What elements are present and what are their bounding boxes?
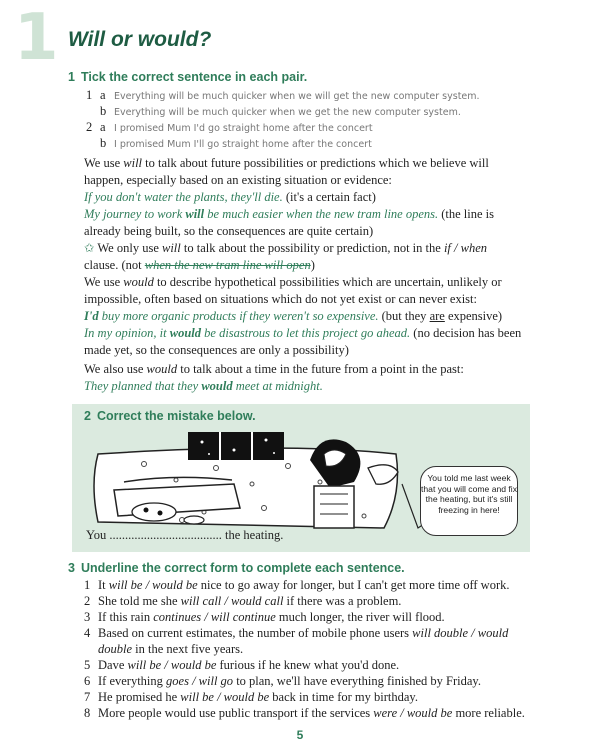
ex1-item-text: I promised Mum I'd go straight home after the concert [114, 123, 373, 134]
ex1-item-number: 1 [86, 88, 93, 102]
ex1-item-text: I promised Mum I'll go straight home after the concert [114, 139, 372, 150]
ex3-options[interactable]: will call / would call [180, 594, 284, 608]
rule-will-example-2: My journey to work will be much easier when the new tram line opens. (the line is already being built, so the consequences are quite certain) [84, 207, 495, 238]
rule-will-caution: ✩ We only use will to talk about the possibility or prediction, not in the if / when clause. (not when the new tram line will open) [84, 241, 487, 272]
unit-number: 1 [14, 1, 59, 75]
page-number: 5 [296, 728, 304, 742]
exercise-3-number: 3 [68, 561, 75, 575]
speech-bubble: You told me last week that you will come and fix the heating, but it's still freezing in here! [420, 466, 518, 536]
exercise-2-answer-line[interactable] [86, 527, 283, 543]
rule-will-text: We use will to talk about future possibilities or predictions which we believe will happen, especially based on an existing situation or evidence: [84, 156, 489, 187]
answer-suffix: the heating. [221, 528, 284, 542]
rule-will-example-1: If you don't water the plants, they'll die. (it's a certain fact) [84, 190, 376, 204]
exercise-2-heading-text: Correct the mistake below. [96, 409, 256, 423]
unit-title: Will or would? [68, 28, 212, 51]
rule-would-text: We use would to describe hypothetical possibilities which are uncertain, unlikely or impossible, often based on situations which do not yet exist or can never exist: [84, 275, 502, 306]
answer-blank[interactable]: .................................... [109, 528, 222, 542]
rule-will [84, 155, 524, 274]
ex3-item[interactable]: 8 More people would use public transport if the services were / would be more reliable. [84, 706, 525, 720]
ex3-item[interactable]: 3 If this rain continues / will continue much longer, the river will flood. [84, 610, 445, 624]
rule-would-example-1: I'd buy more organic products if they weren't so expensive. (but they are expensive) [84, 309, 503, 323]
ex3-options[interactable]: will be / would be [127, 658, 217, 672]
exercise-1-heading-text: Tick the correct sentence in each pair. [80, 70, 308, 84]
ex1-item-number: 2 [86, 120, 93, 134]
exercise-2-heading [84, 409, 256, 423]
star-icon: ✩ [84, 241, 95, 255]
ex1-item-letter: a [100, 88, 106, 102]
ex1-item-letter: b [100, 104, 107, 118]
exercise-1-number: 1 [68, 70, 75, 84]
ex3-options[interactable]: goes / will go [166, 674, 234, 688]
ex3-options[interactable]: will be / would be [180, 690, 270, 704]
ex1-item-letter: b [100, 136, 107, 150]
ex1-item-letter: a [100, 120, 106, 134]
ex3-options[interactable]: will double / would [412, 626, 509, 640]
exercise-2-number: 2 [84, 409, 91, 423]
exercise-1-heading [68, 70, 307, 84]
rule-future-in-past [84, 361, 524, 395]
answer-prefix: You [86, 528, 107, 542]
rule-future-in-past-example: They planned that they would meet at midnight. [84, 379, 323, 393]
ex3-options[interactable]: will be / would be [108, 578, 198, 592]
ex3-item[interactable]: 6 If everything goes / will go to plan, we'll have everything finished by Friday. [84, 674, 481, 688]
ex3-item[interactable]: 2 She told me she will call / would call if there was a problem. [84, 594, 402, 608]
exercise-3-heading-text: Underline the correct form to complete each sentence. [80, 561, 405, 575]
ex3-options[interactable]: double [98, 642, 133, 656]
rule-would [84, 274, 524, 359]
ex3-options[interactable]: were / would be [373, 706, 453, 720]
ex1-item[interactable] [86, 135, 372, 153]
ex3-item-continued[interactable]: double in the next five years. [98, 642, 244, 656]
cartoon-illustration [84, 424, 440, 542]
ex1-item-text: Everything will be much quicker when we will get the new computer system. [114, 91, 480, 102]
ex1-item-text: Everything will be much quicker when we get the new computer system. [114, 107, 461, 118]
ex3-item[interactable]: 4 Based on current estimates, the number of mobile phone users will double / would [84, 626, 509, 640]
ex3-item[interactable]: 1 It will be / would be nice to go away for longer, but I can't get more time off work. [84, 578, 510, 592]
ex3-item[interactable]: 5 Dave will be / would be furious if he knew what you'd done. [84, 658, 400, 672]
rule-would-example-2: In my opinion, it would be disastrous to let this project go ahead. (no decision has been made yet, so the consequences are only a possibility) [84, 326, 522, 357]
ex3-item[interactable]: 7 He promised he will be / would be back in time for my birthday. [84, 690, 418, 704]
exercise-3-heading [68, 561, 405, 575]
rule-future-in-past-text: We also use would to talk about a time in the future from a point in the past: [84, 362, 464, 376]
ex3-options[interactable]: continues / will continue [153, 610, 276, 624]
